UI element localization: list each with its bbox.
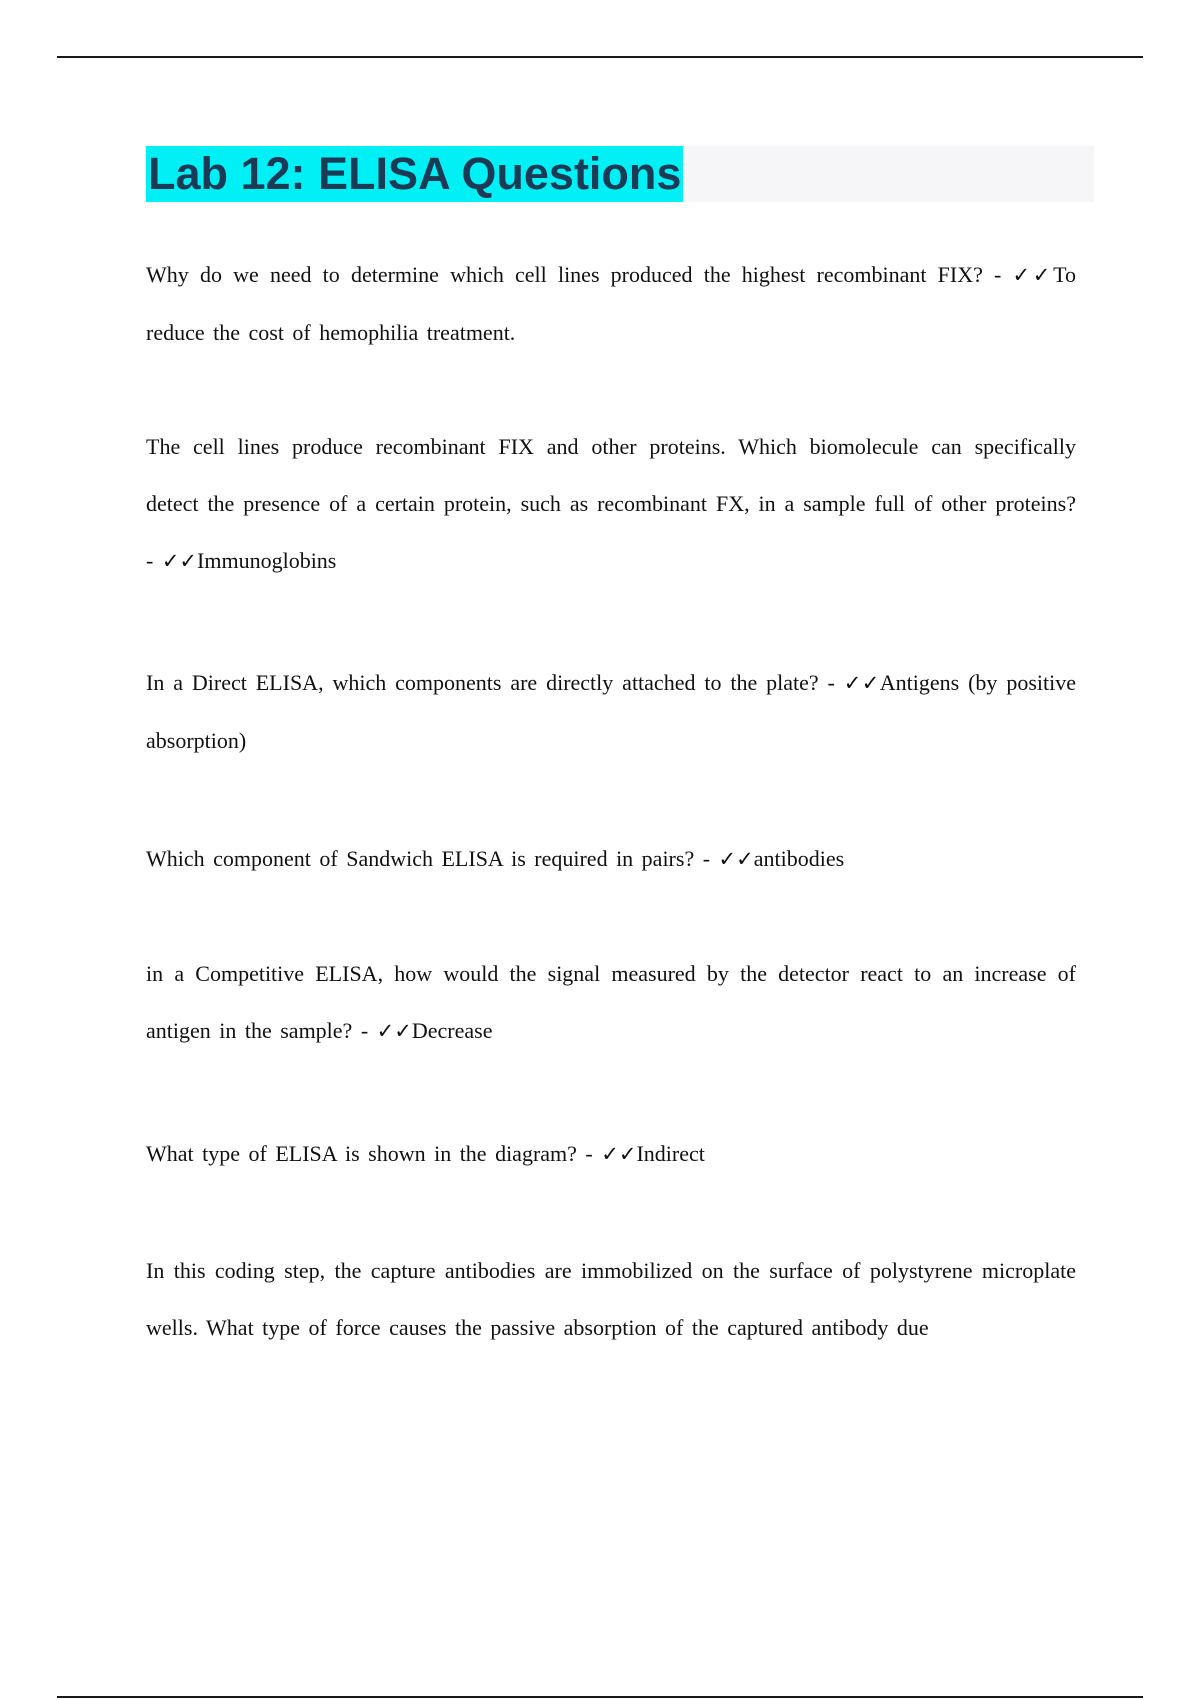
qa-item-4: [146, 830, 1076, 888]
answer-text: antibodies: [753, 846, 845, 871]
question-text: What type of ELISA is shown in the diagram? -: [146, 1141, 602, 1166]
top-rule: [57, 56, 1143, 58]
double-check-icon: ✓✓: [843, 671, 880, 695]
page-title: Lab 12: ELISA Questions: [146, 146, 683, 202]
answer-text: Antigens (by positive absorption): [146, 670, 1076, 753]
answer-text: Immunoglobins: [197, 548, 337, 573]
double-check-icon: ✓✓: [718, 847, 754, 871]
question-text: in a Competitive ELISA, how would the signal measured by the detector react to an increase of antigen in the sample? -: [146, 961, 1076, 1043]
question-text: In a Direct ELISA, which components are directly attached to the plate? -: [146, 670, 844, 695]
double-check-icon: ✓✓: [601, 1142, 637, 1166]
bottom-rule: [57, 1696, 1143, 1698]
question-text: Which component of Sandwich ELISA is required in pairs? -: [146, 846, 719, 871]
qa-item-6: [146, 1125, 1076, 1183]
qa-item-7: [146, 1242, 1076, 1356]
answer-text: To reduce the cost of hemophilia treatment.: [146, 262, 1076, 345]
answer-text: Indirect: [636, 1141, 705, 1166]
question-text: The cell lines produce recombinant FIX and other proteins. Which biomolecule can specifically detect the presence of a certain protein, such as recombinant FX, in a sample full of other proteins? -: [146, 434, 1076, 573]
double-check-icon: ✓✓: [161, 549, 198, 573]
answer-text: Decrease: [411, 1018, 493, 1043]
qa-item-3: [146, 654, 1076, 769]
question-text: In this coding step, the capture antibodies are immobilized on the surface of polystyrene microplate wells. What type of force causes the passive absorption of the captured antibody due: [146, 1258, 1076, 1340]
qa-item-5: [146, 945, 1076, 1060]
double-check-icon: ✓✓: [376, 1019, 412, 1043]
question-text: Why do we need to determine which cell lines produced the highest recombinant FIX? -: [146, 262, 1013, 287]
qa-item-2: [146, 418, 1076, 590]
qa-item-1: [146, 246, 1076, 361]
double-check-icon: ✓✓: [1012, 263, 1054, 287]
